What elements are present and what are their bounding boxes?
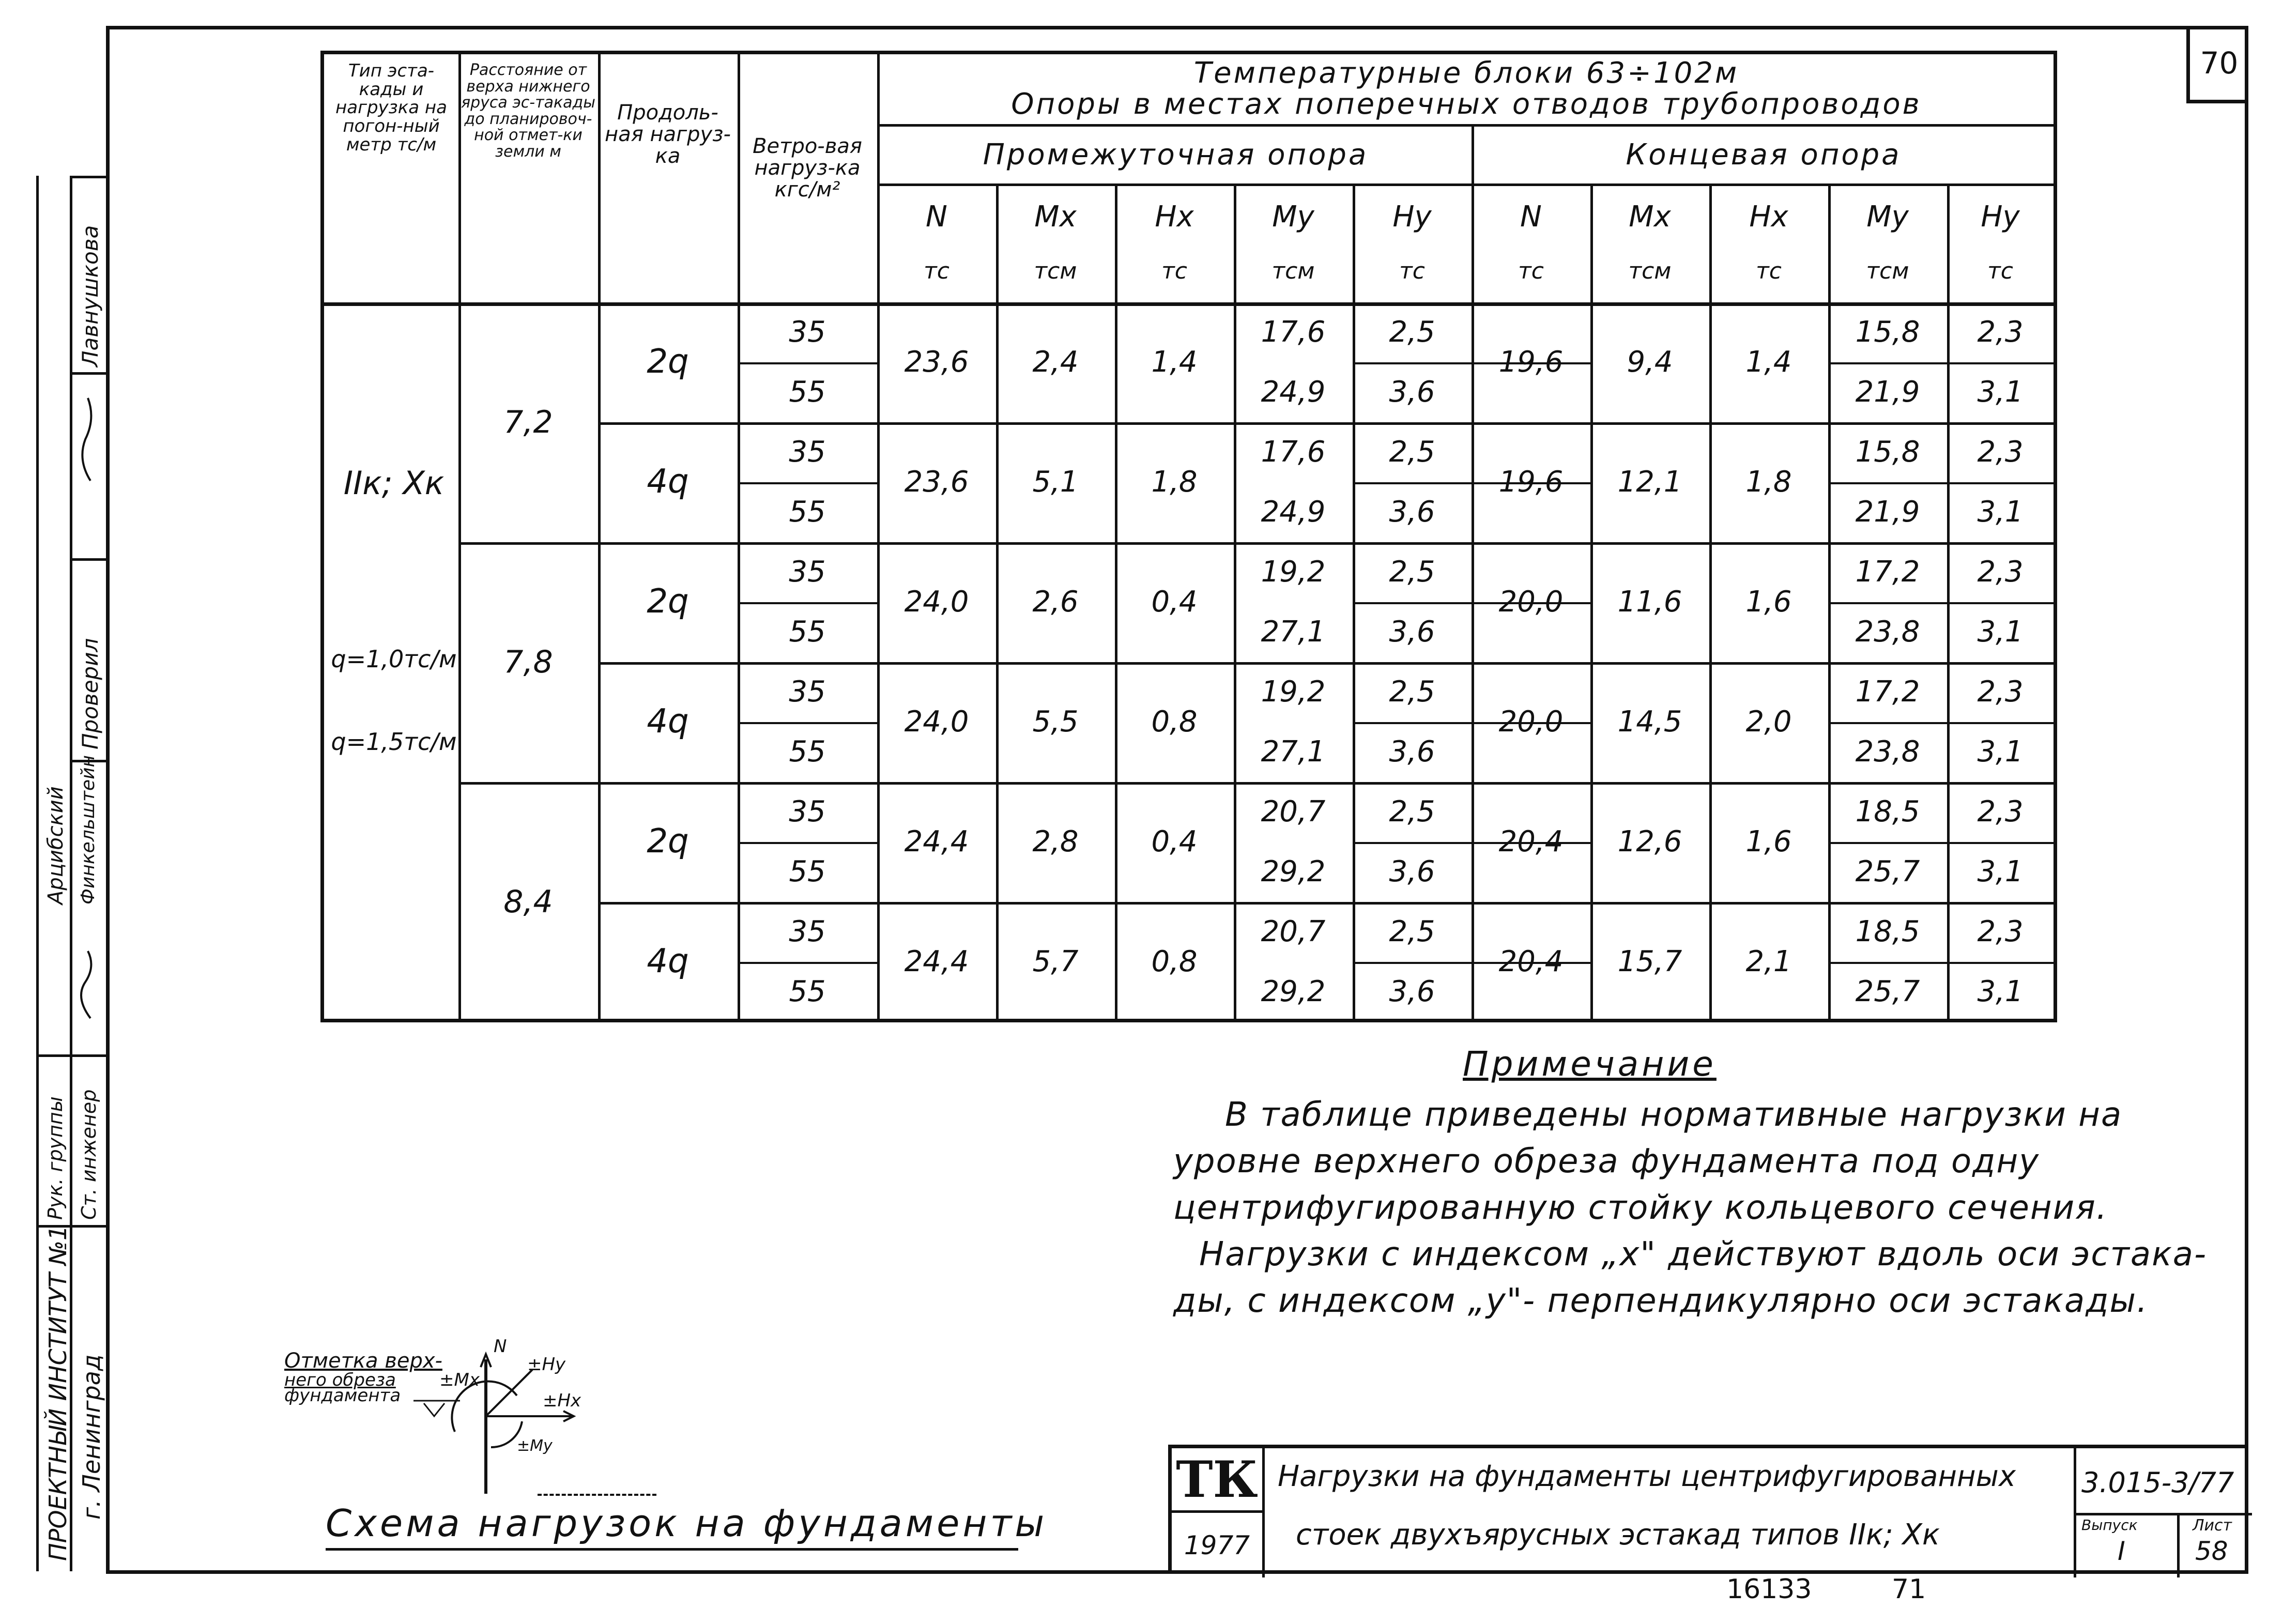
schema-diagram bbox=[284, 1339, 698, 1494]
value-cell: 17,6 bbox=[1261, 435, 1326, 469]
logo-tk: ТК bbox=[1172, 1448, 1265, 1513]
header-intermediate: Промежуточная опора bbox=[983, 137, 1369, 172]
q-label-1: q=1,0тс/м bbox=[331, 645, 457, 673]
sheet-label: Лист bbox=[2193, 1516, 2232, 1535]
value-cell: 9,4 bbox=[1627, 345, 1673, 379]
value-cell: 24,9 bbox=[1261, 375, 1326, 409]
header-wind: Ветро-вая нагруз-ка кгс/м² bbox=[753, 134, 862, 202]
doc-code: 3.015-3/77 bbox=[2081, 1466, 2234, 1499]
wind-value: 55 bbox=[789, 854, 826, 888]
longitudinal-value: 4q bbox=[647, 702, 689, 741]
longitudinal-value: 4q bbox=[647, 463, 689, 501]
value-cell: 21,9 bbox=[1855, 375, 1920, 409]
value-cell: 3,1 bbox=[1977, 974, 2024, 1008]
value-cell: 1,8 bbox=[1151, 465, 1198, 499]
schema-hx: ±Hx bbox=[543, 1390, 581, 1411]
wind-value: 35 bbox=[789, 675, 826, 709]
caption-underline bbox=[326, 1548, 1018, 1551]
title-block bbox=[1168, 1445, 2248, 1574]
year: 1977 bbox=[1172, 1513, 1265, 1577]
stamp-org: ПРОЕКТНЫЙ ИНСТИТУТ №1 bbox=[44, 1225, 72, 1561]
value-cell: 29,2 bbox=[1261, 854, 1326, 888]
value-cell: 24,4 bbox=[904, 824, 969, 859]
value-cell: 19,2 bbox=[1261, 555, 1326, 589]
value-cell: 29,2 bbox=[1261, 974, 1326, 1008]
value-cell: 2,3 bbox=[1977, 555, 2024, 589]
value-cell: 18,5 bbox=[1855, 794, 1920, 829]
value-cell: 1,6 bbox=[1745, 585, 1792, 619]
longitudinal-value: 2q bbox=[647, 343, 689, 381]
subheader-unit: тс bbox=[1161, 257, 1187, 284]
subheader-name: Mx bbox=[1034, 200, 1077, 234]
longitudinal-value: 4q bbox=[647, 942, 689, 981]
subheader-unit: тсм bbox=[1866, 257, 1909, 284]
note-line: ды, с индексом „y"- перпендикулярно оси эстакады. bbox=[1173, 1282, 2149, 1320]
value-cell: 1,4 bbox=[1745, 345, 1792, 379]
note-line: центрифугированную стойку кольцевого сечения. bbox=[1173, 1189, 2108, 1227]
issue-label: Выпуск bbox=[2081, 1516, 2138, 1534]
schema-ground-mark bbox=[538, 1494, 656, 1499]
stamp-name-2: Финкельштейн bbox=[78, 755, 99, 905]
value-cell: 5,1 bbox=[1032, 465, 1079, 499]
value-cell: 2,3 bbox=[1977, 794, 2024, 829]
value-cell: 1,8 bbox=[1745, 465, 1792, 499]
height-value: 7,8 bbox=[503, 644, 553, 680]
table-hline bbox=[877, 124, 2054, 127]
value-cell: 1,6 bbox=[1745, 824, 1792, 859]
value-cell: 20,7 bbox=[1261, 914, 1326, 948]
signatures bbox=[72, 372, 103, 1044]
value-cell: 3,6 bbox=[1389, 734, 1435, 769]
schema-mx: ±Mx bbox=[439, 1370, 480, 1390]
value-cell: 11,6 bbox=[1617, 585, 1682, 619]
value-cell: 2,6 bbox=[1032, 585, 1079, 619]
code-cell bbox=[2074, 1448, 2252, 1577]
subheader-unit: тс bbox=[1399, 257, 1425, 284]
value-cell: 20,0 bbox=[1498, 704, 1564, 739]
bottom-number-right: 71 bbox=[1892, 1574, 1926, 1605]
bottom-number-left: 16133 bbox=[1726, 1574, 1812, 1605]
stamp-role-2: Ст. инженер bbox=[78, 1089, 100, 1220]
value-cell: 0,4 bbox=[1151, 585, 1198, 619]
loads-schema bbox=[284, 1336, 698, 1494]
value-cell: 15,8 bbox=[1855, 435, 1920, 469]
value-cell: 0,8 bbox=[1151, 704, 1198, 739]
subheader-name: N bbox=[1520, 200, 1542, 234]
schema-label-3: фундамента bbox=[284, 1385, 401, 1406]
value-cell: 25,7 bbox=[1855, 974, 1920, 1008]
value-cell: 2,3 bbox=[1977, 675, 2024, 709]
value-cell: 3,6 bbox=[1389, 375, 1435, 409]
wind-value: 55 bbox=[789, 495, 826, 529]
value-cell: 23,6 bbox=[904, 465, 969, 499]
value-cell: 3,1 bbox=[1977, 375, 2024, 409]
wind-value: 55 bbox=[789, 375, 826, 409]
value-cell: 1,4 bbox=[1151, 345, 1198, 379]
subheader-unit: тсм bbox=[1628, 257, 1672, 284]
wind-value: 35 bbox=[789, 794, 826, 829]
subheader-unit: тсм bbox=[1271, 257, 1315, 284]
value-cell: 20,0 bbox=[1498, 585, 1564, 619]
value-cell: 14,5 bbox=[1617, 704, 1682, 739]
value-cell: 3,1 bbox=[1977, 615, 2024, 649]
value-cell: 27,1 bbox=[1261, 734, 1326, 769]
schema-hy: ±Hy bbox=[527, 1354, 566, 1375]
value-cell: 20,7 bbox=[1261, 794, 1326, 829]
wind-value: 35 bbox=[789, 435, 826, 469]
value-cell: 2,3 bbox=[1977, 315, 2024, 349]
value-cell: 2,5 bbox=[1389, 675, 1435, 709]
header-block-title-2: Опоры в местах поперечных отводов трубопроводов bbox=[1011, 87, 1922, 121]
value-cell: 12,6 bbox=[1617, 824, 1682, 859]
value-cell: 2,3 bbox=[1977, 435, 2024, 469]
value-cell: 3,1 bbox=[1977, 495, 2024, 529]
value-cell: 18,5 bbox=[1855, 914, 1920, 948]
schema-n: N bbox=[494, 1336, 507, 1357]
longitudinal-value: 2q bbox=[647, 822, 689, 861]
subheader-name: Hx bbox=[1155, 200, 1194, 234]
stamp-city: г. Ленинград bbox=[78, 1354, 105, 1520]
title-line-1: Нагрузки на фундаменты центрифугированных bbox=[1278, 1460, 2016, 1493]
height-value: 8,4 bbox=[503, 883, 553, 920]
value-cell: 0,8 bbox=[1151, 944, 1198, 978]
stamp-name-1: Арцибский bbox=[44, 786, 68, 905]
loads-table bbox=[320, 51, 2057, 1022]
wind-value: 55 bbox=[789, 615, 826, 649]
schema-label-2: него обреза bbox=[284, 1370, 396, 1390]
value-cell: 20,4 bbox=[1498, 824, 1564, 859]
value-cell: 0,4 bbox=[1151, 824, 1198, 859]
stamp-role-3: Проверил bbox=[78, 638, 103, 749]
table-vline bbox=[1472, 127, 1474, 183]
sheet-number: 58 bbox=[2195, 1536, 2228, 1566]
value-cell: 3,1 bbox=[1977, 854, 2024, 888]
value-cell: 2,4 bbox=[1032, 345, 1079, 379]
note-line: уровне верхнего обреза фундамента под одну bbox=[1173, 1142, 2040, 1181]
schema-my: ±My bbox=[517, 1437, 553, 1455]
value-cell: 23,8 bbox=[1855, 734, 1920, 769]
longitudinal-value: 2q bbox=[647, 583, 689, 621]
stamp-name-3: Лавнушкова bbox=[78, 225, 103, 367]
left-stamp bbox=[36, 176, 106, 1571]
subheader-name: Hx bbox=[1749, 200, 1788, 234]
value-cell: 17,2 bbox=[1855, 555, 1920, 589]
schema-caption: Схема нагрузок на фундаменты bbox=[326, 1502, 1048, 1545]
type-label: IIк; Xк bbox=[343, 464, 445, 502]
header-type: Тип эста-кады и нагрузка на погон-ный метр тс/м bbox=[335, 60, 447, 155]
schema-label-1: Отметка верх- bbox=[284, 1349, 442, 1373]
value-cell: 12,1 bbox=[1617, 465, 1682, 499]
value-cell: 24,0 bbox=[904, 585, 969, 619]
table-hline bbox=[877, 183, 2054, 186]
q-label-2: q=1,5тс/м bbox=[331, 727, 457, 756]
subheader-name: Hy bbox=[1981, 200, 2020, 234]
value-cell: 2,5 bbox=[1389, 315, 1435, 349]
value-cell: 5,7 bbox=[1032, 944, 1079, 978]
value-cell: 2,5 bbox=[1389, 794, 1435, 829]
value-cell: 15,7 bbox=[1617, 944, 1682, 978]
subheader-unit: тсм bbox=[1034, 257, 1077, 284]
value-cell: 2,1 bbox=[1745, 944, 1792, 978]
title-line-2: стоек двухъярусных эстакад типов IIк; Xк bbox=[1296, 1518, 1940, 1552]
wind-value: 35 bbox=[789, 914, 826, 948]
subheader-name: N bbox=[926, 200, 947, 234]
header-distance: Расстояние от верха нижнего яруса эс-такады до планировоч-ной отмет-ки земли м bbox=[461, 61, 595, 161]
value-cell: 23,6 bbox=[904, 345, 969, 379]
value-cell: 24,0 bbox=[904, 704, 969, 739]
stamp-role-1: Рук. группы bbox=[44, 1096, 67, 1220]
wind-value: 55 bbox=[789, 734, 826, 769]
value-cell: 23,8 bbox=[1855, 615, 1920, 649]
value-cell: 2,3 bbox=[1977, 914, 2024, 948]
subheader-name: Mx bbox=[1629, 200, 1671, 234]
header-block-title-1: Температурные блоки 63÷102м bbox=[1193, 56, 1739, 90]
value-cell: 15,8 bbox=[1855, 315, 1920, 349]
value-cell: 2,0 bbox=[1745, 704, 1792, 739]
value-cell: 3,6 bbox=[1389, 854, 1435, 888]
note-line: В таблице приведены нормативные нагрузки на bbox=[1225, 1096, 2123, 1134]
value-cell: 19,2 bbox=[1261, 675, 1326, 709]
note-line: Нагрузки с индексом „x" действуют вдоль оси эстака- bbox=[1199, 1235, 2208, 1274]
value-cell: 3,6 bbox=[1389, 615, 1435, 649]
value-cell: 17,2 bbox=[1855, 675, 1920, 709]
value-cell: 17,6 bbox=[1261, 315, 1326, 349]
value-cell: 2,5 bbox=[1389, 914, 1435, 948]
value-cell: 19,6 bbox=[1498, 465, 1564, 499]
page-number: 70 bbox=[2186, 26, 2248, 103]
wind-value: 35 bbox=[789, 315, 826, 349]
value-cell: 24,4 bbox=[904, 944, 969, 978]
issue-number: I bbox=[2118, 1536, 2125, 1566]
subheader-unit: тс bbox=[1756, 257, 1782, 284]
value-cell: 25,7 bbox=[1855, 854, 1920, 888]
value-cell: 5,5 bbox=[1032, 704, 1079, 739]
value-cell: 27,1 bbox=[1261, 615, 1326, 649]
subheader-name: My bbox=[1272, 200, 1314, 234]
height-value: 7,2 bbox=[503, 404, 553, 440]
subheader-unit: тс bbox=[1518, 257, 1544, 284]
header-longitudinal: Продоль-ная нагруз-ка bbox=[605, 101, 731, 168]
wind-value: 35 bbox=[789, 555, 826, 589]
subheader-name: My bbox=[1866, 200, 1909, 234]
value-cell: 21,9 bbox=[1855, 495, 1920, 529]
value-cell: 24,9 bbox=[1261, 495, 1326, 529]
value-cell: 20,4 bbox=[1498, 944, 1564, 978]
subheader-name: Hy bbox=[1392, 200, 1432, 234]
value-cell: 3,6 bbox=[1389, 495, 1435, 529]
value-cell: 2,5 bbox=[1389, 555, 1435, 589]
note-title: Примечание bbox=[1463, 1044, 1717, 1084]
header-end: Концевая опора bbox=[1626, 137, 1902, 172]
value-cell: 3,6 bbox=[1389, 974, 1435, 1008]
value-cell: 19,6 bbox=[1498, 345, 1564, 379]
value-cell: 3,1 bbox=[1977, 734, 2024, 769]
subheader-unit: тс bbox=[924, 257, 949, 284]
wind-value: 55 bbox=[789, 974, 826, 1008]
subheader-unit: тс bbox=[1987, 257, 2013, 284]
value-cell: 2,5 bbox=[1389, 435, 1435, 469]
value-cell: 2,8 bbox=[1032, 824, 1079, 859]
